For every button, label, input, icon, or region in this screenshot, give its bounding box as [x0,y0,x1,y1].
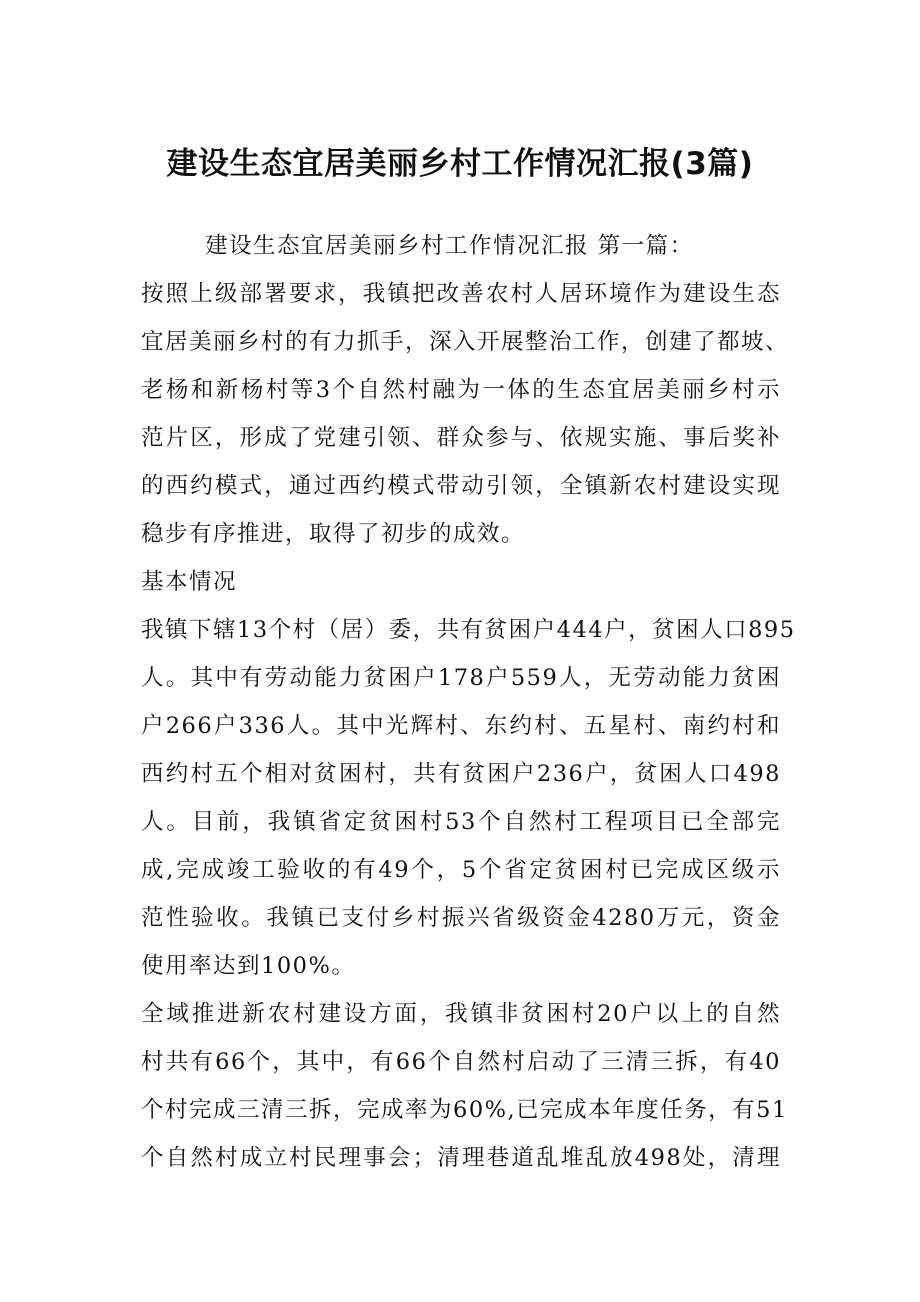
paragraph-line: 成,完成竣工验收的有49个，5个省定贫困村已完成区级示 [141,857,781,883]
document-title: 建设生态宜居美丽乡村工作情况汇报(3篇) [166,146,754,182]
document-body [141,222,796,1182]
paragraph-line: 老杨和新杨村等3个自然村融为一体的生态宜居美丽乡村示 [141,377,781,403]
paragraph-line: 范性验收。我镇已支付乡村振兴省级资金4280万元，资金 [141,905,781,931]
paragraph-line: 的西约模式，通过西约模式带动引领，全镇新农村建设实现 [141,473,781,499]
paragraph-line: 按照上级部署要求，我镇把改善农村人居环境作为建设生态 [141,281,781,307]
paragraph-line: 稳步有序推进，取得了初步的成效。 [141,521,526,547]
section-heading: 基本情况 [141,569,238,595]
section-intro-line: 建设生态宜居美丽乡村工作情况汇报 第一篇： [205,233,694,259]
paragraph-line: 人。其中有劳动能力贫困户178户559人，无劳动能力贫困 [141,665,781,691]
paragraph-line: 个自然村成立村民理事会；清理巷道乱堆乱放498处，清理 [141,1145,781,1171]
paragraph-line: 使用率达到100%。 [141,953,356,979]
paragraph-line: 个村完成三清三拆，完成率为60%,已完成本年度任务，有51 [141,1097,788,1123]
paragraph-line: 户266户336人。其中光辉村、东约村、五星村、南约村和 [141,713,781,739]
paragraph-line: 范片区，形成了党建引领、群众参与、依规实施、事后奖补 [141,425,781,451]
paragraph-line: 村共有66个，其中，有66个自然村启动了三清三拆，有40 [141,1049,781,1075]
paragraph-line: 人。目前，我镇省定贫困村53个自然村工程项目已全部完 [141,809,781,835]
paragraph-line: 全域推进新农村建设方面，我镇非贫困村20户以上的自然 [141,1001,781,1027]
paragraph-line: 宜居美丽乡村的有力抓手，深入开展整治工作，创建了都坡、 [141,329,790,355]
paragraph-line: 西约村五个相对贫困村，共有贫困户236户，贫困人口498 [141,761,781,787]
paragraph-line: 我镇下辖13个村（居）委，共有贫困户444户，贫困人口895 [141,617,796,643]
